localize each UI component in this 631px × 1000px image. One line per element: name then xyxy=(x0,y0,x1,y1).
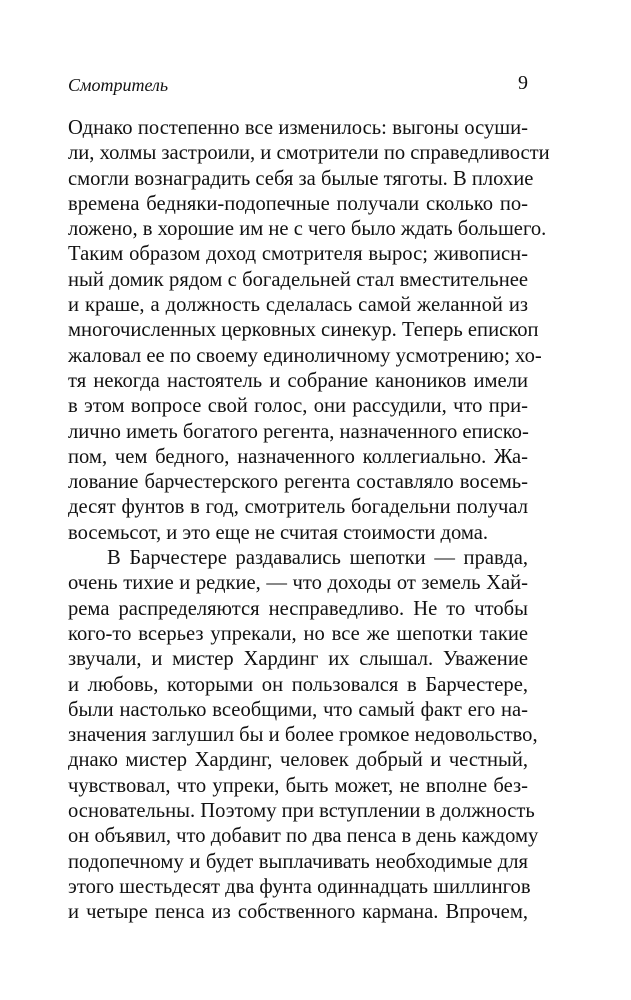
text-line: он объявил, что добавит по два пенса в день каждому xyxy=(68,825,539,848)
text-line: были настолько всеобщими, что самый факт его на- xyxy=(68,698,528,721)
text-line: Таким образом доход смотрителя вырос; живописн- xyxy=(68,243,528,266)
text-line: тя некогда настоятель и собрание каноников имели xyxy=(68,369,528,392)
text-line: десят фунтов в год, смотритель богадельни получал xyxy=(68,496,528,519)
text-line: и четыре пенса из собственного кармана. Впрочем, xyxy=(68,901,528,924)
text-line: основательны. Поэтому при вступлении в должность xyxy=(68,800,535,823)
text-line: ли, холмы застроили, и смотрители по справедливости xyxy=(68,142,550,165)
text-line: пом, чем бедного, назначенного коллегиально. Жа- xyxy=(68,445,528,468)
text-line: жаловал ее по своему единоличному усмотрению; хо- xyxy=(68,344,542,367)
text-line: и краше, а должность сделалась самой желанной из xyxy=(68,294,528,317)
running-title: Смотритель xyxy=(68,75,169,95)
page-number: 9 xyxy=(518,72,528,94)
text-line: ложено, в хорошие им не с чего было ждать большего. xyxy=(68,218,547,241)
text-line: лично иметь богатого регента, назначенного еписко- xyxy=(68,420,529,443)
text-line: времена бедняки-подопечные получали сколько по- xyxy=(68,192,528,215)
text-line: в этом вопросе свой голос, они рассудили, что при- xyxy=(68,395,528,418)
text-line: этого шестьдесят два фунта одиннадцать шиллингов xyxy=(68,875,531,898)
text-line: многочисленных церковных синекур. Теперь епископ xyxy=(68,319,539,342)
text-line: очень тихие и редкие, — что доходы от земель Хай- xyxy=(68,572,528,595)
text-line: восемьсот, и это еще не считая стоимости дома. xyxy=(68,521,489,544)
text-line: днако мистер Хардинг, человек добрый и честный, xyxy=(68,749,528,772)
text-line: смогли вознаградить себя за былые тяготы. В плохие xyxy=(68,167,534,190)
text-line: В Барчестере раздавались шепотки — правда, xyxy=(107,547,528,570)
text-line: лование барчестерского регента составляло восемь- xyxy=(68,471,528,494)
text-line: чувствовал, что упреки, быть может, не вполне без- xyxy=(68,774,528,797)
text-line: кого-то всерьез упрекали, но все же шепотки такие xyxy=(68,622,528,645)
text-line: и любовь, которыми он пользовался в Барчестере, xyxy=(68,673,528,696)
text-line: рема распределяются несправедливо. Не то чтобы xyxy=(68,597,528,620)
paragraph-2 xyxy=(68,546,539,925)
paragraph-1 xyxy=(68,116,550,546)
text-line: Однако постепенно все изменилось: выгоны осуши- xyxy=(68,117,528,139)
text-line: подопечному и будет выплачивать необходимые для xyxy=(68,850,528,873)
text-line: значения заглушил бы и более громкое недовольство, xyxy=(68,724,538,747)
body-text xyxy=(68,116,550,926)
text-line: звучали, и мистер Хардинг их слышал. Уважение xyxy=(68,648,528,671)
text-line: ный домик рядом с богадельней стал вместительнее xyxy=(68,268,528,291)
